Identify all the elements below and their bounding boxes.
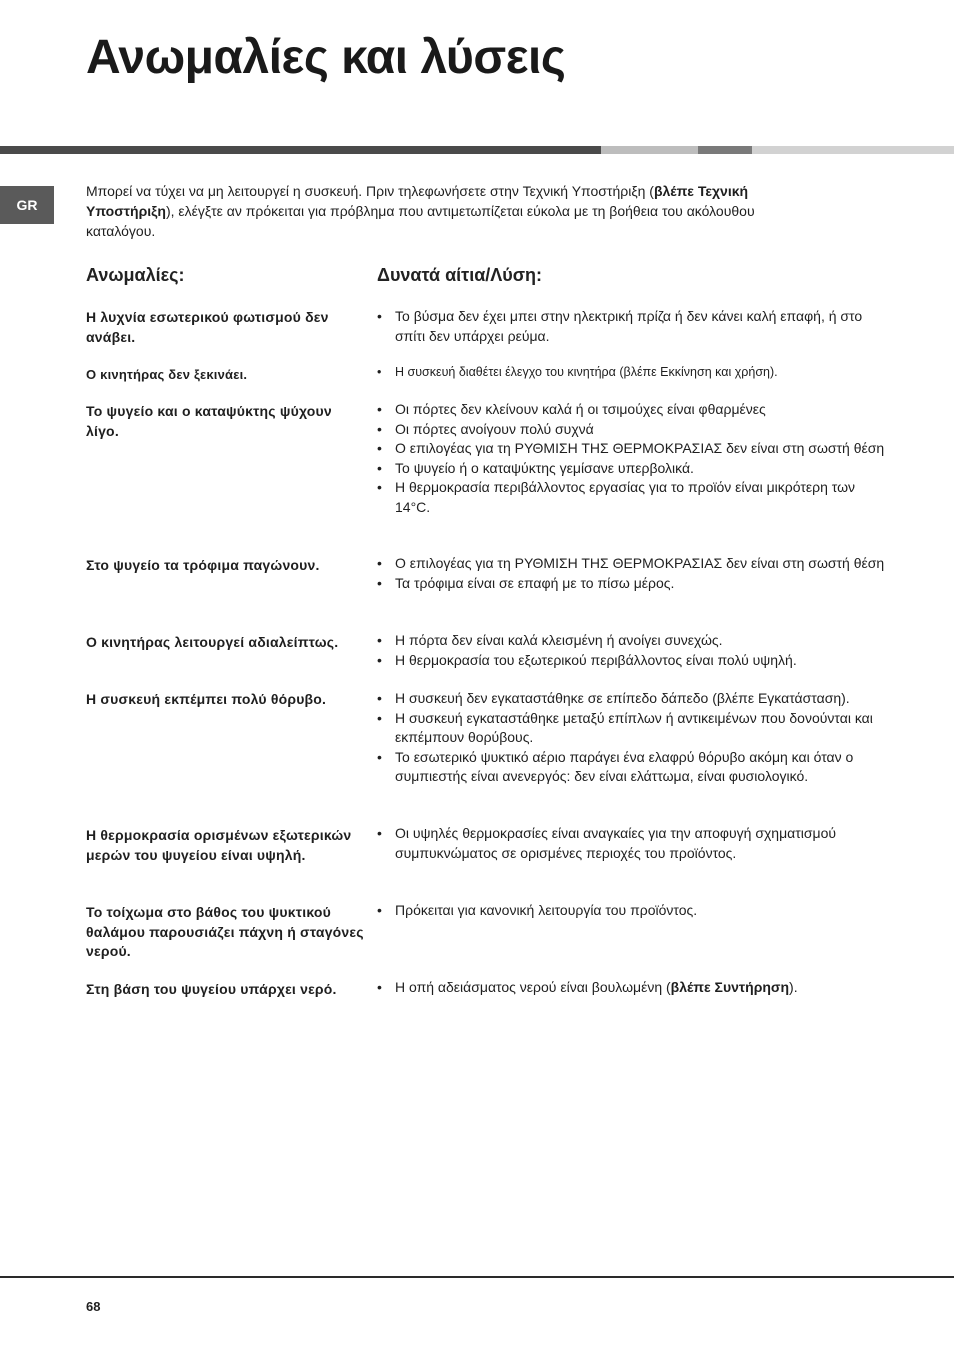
cause-item (377, 901, 893, 921)
bullet-icon: • (377, 748, 382, 765)
cause-item (377, 554, 893, 574)
cause-item (377, 824, 893, 863)
cause-item (377, 363, 893, 383)
intro-reference-bold: βλέπε Τεχνική Υποστήριξη (86, 183, 749, 219)
causes-list (377, 307, 893, 346)
bullet-icon: • (377, 459, 382, 476)
cause-text-end: ). (789, 979, 798, 995)
problem-label: Η λυχνία εσωτερικού φωτισμού δεν ανάβει. (86, 309, 329, 345)
bullet-icon: • (377, 825, 382, 841)
page-title: Ανωμαλίες και λύσεις (86, 31, 566, 84)
bullet-icon: • (377, 651, 382, 668)
cause-item (377, 748, 893, 787)
causes-list (377, 689, 893, 787)
bullet-icon: • (377, 902, 382, 918)
cause-text: Η πόρτα δεν είναι καλά κλεισμένη ή ανοίγει συνεχώς. (395, 632, 723, 648)
cause-item (377, 478, 893, 517)
cause-item (377, 574, 893, 594)
cause-item (377, 689, 893, 709)
bullet-icon: • (377, 574, 382, 591)
cause-text-start: Η οπή αδειάσματος νερού είναι βουλωμένη ( (395, 979, 671, 995)
page-number: 68 (86, 1299, 101, 1314)
bullet-icon: • (377, 420, 382, 437)
cause-text: Η συσκευή διαθέτει έλεγχο του κινητήρα (βλέπε Εκκίνηση και χρήση). (395, 365, 778, 379)
cause-item (377, 651, 893, 671)
problem-label: Το ψυγείο και ο καταψύκτης ψύχουν λίγο. (86, 403, 332, 439)
cause-item (377, 439, 893, 459)
cause-text: Η θερμοκρασία του εξωτερικού περιβάλλοντος είναι πολύ υψηλή. (395, 651, 797, 668)
problem-label: Ο κινητήρας δεν ξεκινάει. (86, 367, 248, 382)
bullet-icon: • (377, 555, 382, 571)
problem-label: Η θερμοκρασία ορισμένων εξωτερικών μερών του ψυγείου είναι υψηλή. (86, 827, 352, 863)
cause-text: Οι πόρτες ανοίγουν πολύ συχνά (395, 420, 594, 437)
cause-item (377, 459, 893, 479)
footer-rule (0, 1276, 954, 1278)
intro-text-end: ), ελέγξτε αν πρόκειται για πρόβλημα που αντιμετωπίζεται εύκολα με τη βοήθεια του ακόλουθου καταλόγου. (86, 203, 755, 239)
header-rule-light (601, 146, 698, 154)
cause-text: Το εσωτερικό ψυκτικό αέριο παράγει ένα ελαφρύ θόρυβο ακόμη και όταν ο συμπιεστής είναι ανενεργός: δεν είναι ελάττωμα, είναι φυσιολογικό. (395, 748, 854, 784)
cause-text: Η θερμοκρασία περιβάλλοντος εργασίας για το προϊόν είναι μικρότερη των 14°C. (395, 479, 856, 515)
cause-item (377, 400, 893, 420)
causes-list (377, 631, 893, 670)
cause-text: Πρόκειται για κανονική λειτουργία του προϊόντος. (395, 902, 698, 918)
language-tab: GR (0, 186, 54, 224)
problem-label: Το τοίχωμα στο βάθος του ψυκτικού θαλάμου παρουσιάζει πάχνη ή σταγόνες νερού. (86, 904, 364, 959)
problem-label: Στο ψυγείο τα τρόφιμα παγώνουν. (86, 557, 320, 573)
bullet-icon: • (377, 632, 382, 648)
bullet-icon: • (377, 401, 382, 417)
bullet-icon: • (377, 709, 382, 726)
cause-text: Τα τρόφιμα είναι σε επαφή με το πίσω μέρος. (395, 574, 675, 591)
header-rule-pale (752, 146, 954, 154)
bullet-icon: • (377, 979, 382, 995)
problems-column-heading: Ανωμαλίες: (86, 265, 185, 285)
bullet-icon: • (377, 690, 382, 706)
problem-label: Η συσκευή εκπέμπει πολύ θόρυβο. (86, 691, 327, 707)
cause-text: Η συσκευή δεν εγκαταστάθηκε σε επίπεδο δάπεδο (βλέπε Εγκατάσταση). (395, 690, 850, 706)
causes-list (377, 363, 893, 383)
cause-text: Οι υψηλές θερμοκρασίες είναι αναγκαίες για την αποφυγή σχηματισμού συμπυκνώματος σε ορισμένες περιοχές του προϊόντος. (395, 825, 837, 861)
cause-item (377, 420, 893, 440)
header-rule-mid (698, 146, 752, 154)
cause-reference-bold: βλέπε Συντήρηση (670, 979, 790, 995)
cause-text: Ο επιλογέας για τη ΡΥΘΜΙΣΗ ΤΗΣ ΘΕΡΜΟΚΡΑΣΙΑΣ δεν είναι στη σωστή θέση (395, 555, 885, 571)
causes-list (377, 978, 893, 998)
causes-list (377, 901, 893, 921)
problem-label: Στη βάση του ψυγείου υπάρχει νερό. (86, 981, 337, 997)
cause-item (377, 709, 893, 748)
cause-text: Η συσκευή εγκαταστάθηκε μεταξύ επίπλων ή αντικειμένων που δονούνται και εκπέμπουν θορύβους. (395, 709, 873, 745)
cause-text: Ο επιλογέας για τη ΡΥΘΜΙΣΗ ΤΗΣ ΘΕΡΜΟΚΡΑΣΙΑΣ δεν είναι στη σωστή θέση (395, 440, 885, 456)
cause-item (377, 978, 893, 998)
intro-paragraph (86, 181, 826, 241)
solutions-column-heading: Δυνατά αίτια/Λύση: (377, 265, 543, 285)
header-rule-dark (0, 146, 601, 154)
cause-text: Το ψυγείο ή ο καταψύκτης γεμίσανε υπερβολικά. (395, 459, 694, 476)
bullet-icon: • (377, 479, 382, 495)
bullet-icon: • (377, 365, 382, 379)
causes-list (377, 554, 893, 593)
causes-list (377, 824, 893, 863)
problem-label: Ο κινητήρας λειτουργεί αδιαλείπτως. (86, 634, 339, 650)
intro-text-start: Μπορεί να τύχει να μη λειτουργεί η συσκευή. Πριν τηλεφωνήσετε στην Τεχνική Υποστήριξη ( (86, 183, 654, 199)
cause-text: Το βύσμα δεν έχει μπει στην ηλεκτρική πρίζα ή δεν κάνει καλή επαφή, ή στο σπίτι δεν υπάρχει ρεύμα. (395, 308, 863, 344)
causes-list (377, 400, 893, 517)
bullet-icon: • (377, 308, 382, 324)
bullet-icon: • (377, 440, 382, 456)
cause-text: Οι πόρτες δεν κλείνουν καλά ή οι τσιμούχες είναι φθαρμένες (395, 401, 766, 417)
cause-item (377, 631, 893, 651)
cause-item (377, 307, 893, 346)
